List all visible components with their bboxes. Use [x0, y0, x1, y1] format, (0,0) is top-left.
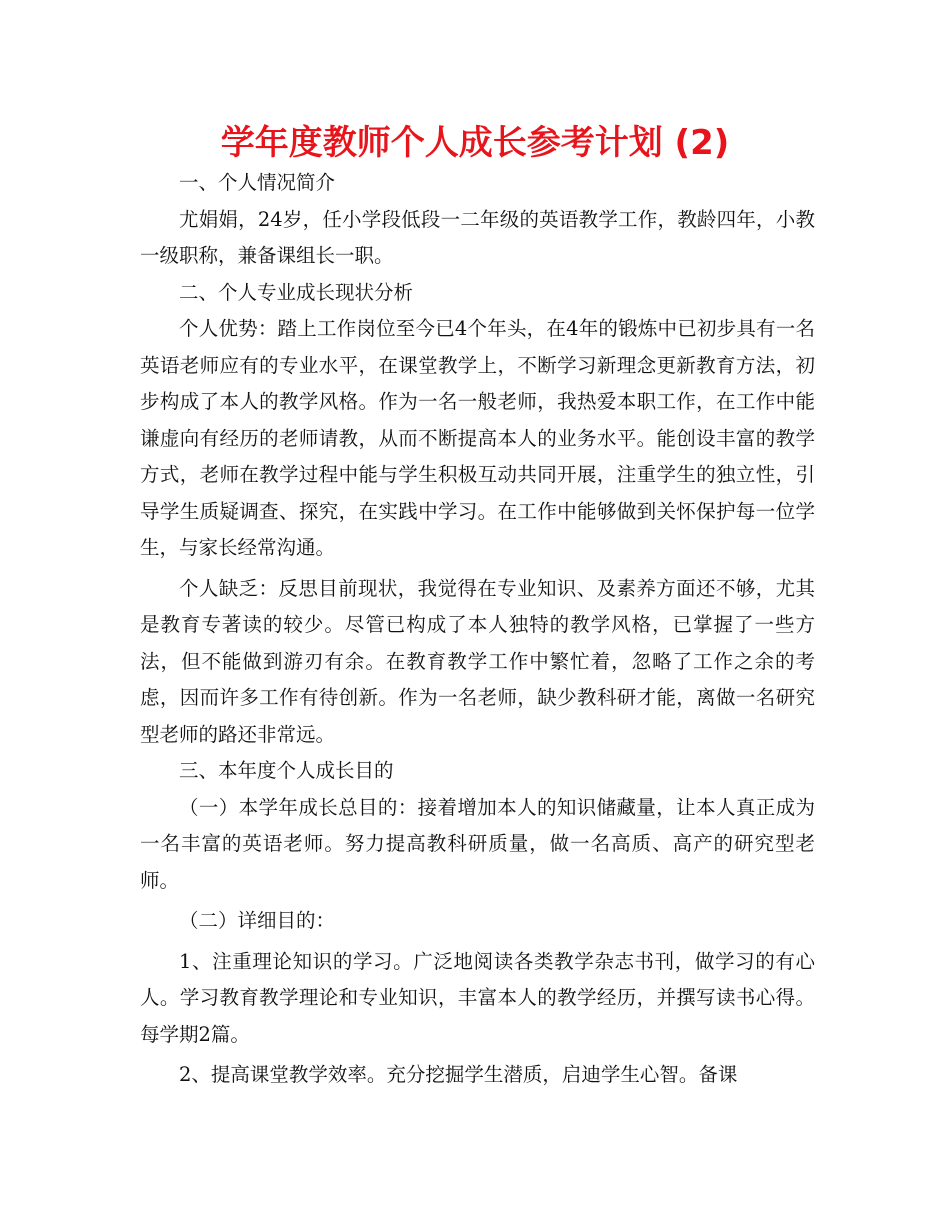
paragraph-goal-1: 1、注重理论知识的学习。广泛地阅读各类教学杂志书刊，做学习的有心人。学习教育教学理论和专业知识，丰富本人的教学经历，并撰写读书心得。每学期2篇。: [140, 949, 815, 1046]
paragraph-goal-2: 2、提高课堂教学效率。充分挖掘学生潜质，启迪学生心智。备课: [179, 1063, 738, 1086]
paragraph-detailed-goals-heading: （二）详细目的：: [179, 909, 336, 932]
paragraph-strengths: 个人优势：踏上工作岗位至今已4个年头，在4年的锻炼中已初步具有一名英语老师应有的专业水平，在课堂教学上，不断学习新理念更新教育方法，初步构成了本人的教学风格。作为一名一般老师，我热爱本职工作，在工作中能谦虚向有经历的老师请教，从而不断提高本人的业务水平。能创设丰富的教学方式，老师在教学过程中能与学生积极互动共同开展，注重学生的独立性，引导学生质疑调查、探究，在实践中学习。在工作中能够做到关怀保护每一位学生，与家长经常沟通。: [140, 317, 815, 559]
document-title: 学年度教师个人成长参考计划 (2): [220, 123, 730, 163]
section-heading-3: 三、本年度个人成长目的: [179, 759, 394, 782]
paragraph-weaknesses: 个人缺乏：反思目前现状，我觉得在专业知识、及素养方面还不够，尤其是教育专著读的较少。尽管已构成了本人独特的教学风格，已掌握了一些方法，但不能做到游刃有余。在教育教学工作中繁忙着，忽略了工作之余的考虑，因而许多工作有待创新。作为一名老师，缺少教科研才能，离做一名研究型老师的路还非常远。: [140, 576, 815, 746]
section-heading-2: 二、个人专业成长现状分析: [179, 280, 414, 304]
section-heading-1: 一、个人情况简介: [179, 171, 336, 194]
paragraph-profile: 尤娟娟，24岁，任小学段低段一二年级的英语教学工作，教龄四年，小教一级职称，兼备课组长一职。: [140, 207, 815, 267]
document-body: [140, 165, 815, 1094]
paragraph-overall-goal: （一）本学年成长总目的：接着增加本人的知识储藏量，让本人真正成为一名丰富的英语老师。努力提高教科研质量，做一名高质、高产的研究型老师。: [140, 795, 815, 892]
